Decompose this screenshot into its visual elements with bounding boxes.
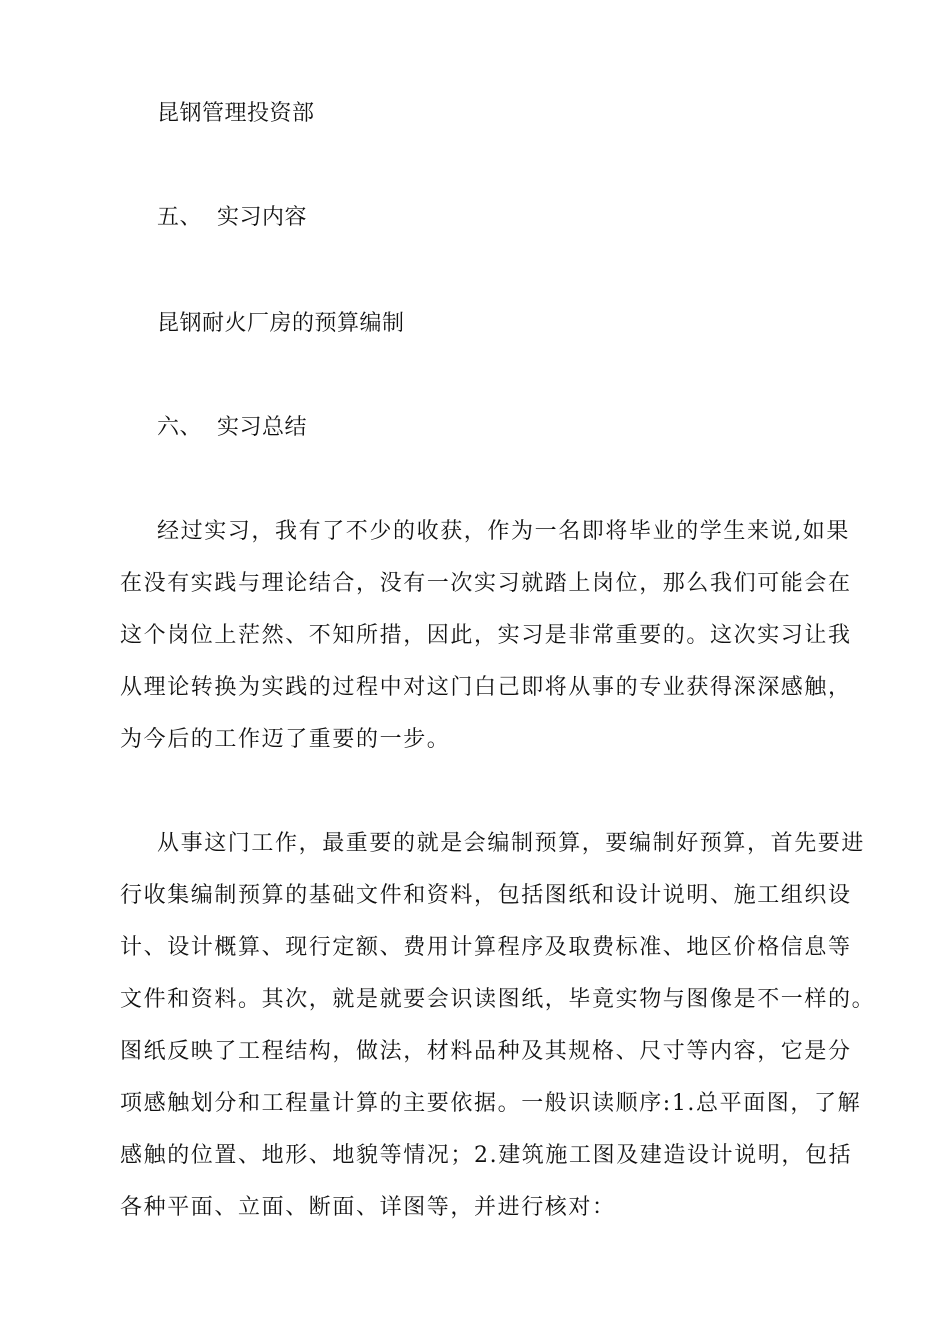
paragraph-line: 从理论转换为实践的过程中对这门白己即将从事的专业获得深深感触， — [120, 675, 852, 700]
section-heading-5 — [157, 203, 307, 233]
section-number: 六、 — [157, 415, 203, 440]
paragraph-line: 这个岗位上茫然、不知所措，因此，实习是非常重要的。这次实习让我 — [120, 623, 852, 648]
paragraph-line: 经过实习，我有了不少的收获，作为一名即将毕业的学生来说,如果 — [157, 519, 850, 544]
paragraph-line: 计、设计概算、现行定额、费用计算程序及取费标准、地区价格信息等 — [120, 935, 852, 960]
department-line: 昆钢管理投资部 — [157, 101, 315, 126]
paragraph-line: 感触的位置、地形、地貌等情况；2.建筑施工图及建造设计说明，包括 — [120, 1143, 853, 1168]
paragraph-line: 文件和资料。其次，就是就要会识读图纸，毕竟实物与图像是不一样的。 — [120, 987, 876, 1012]
section-number: 五、 — [157, 205, 203, 230]
paragraph-line: 各种平面、立面、断面、详图等，并进行核对： — [120, 1195, 616, 1220]
paragraph-line: 项感触划分和工程量计算的主要依据。一般识读顺序:1.总平面图，了解 — [120, 1091, 862, 1116]
section-title: 实习内容 — [217, 205, 308, 230]
paragraph-line: 为今后的工作迈了重要的一步。 — [120, 727, 451, 752]
section-title: 实习总结 — [217, 415, 308, 440]
paragraph-line: 图纸反映了工程结构，做法，材料品种及其规格、尺寸等内容，它是分 — [120, 1039, 852, 1064]
section-heading-6 — [157, 413, 307, 443]
paragraph-line: 在没有实践与理论结合，没有一次实习就踏上岗位，那么我们可能会在 — [120, 571, 852, 596]
paragraph-line: 行收集编制预算的基础文件和资料，包括图纸和设计说明、施工组织设 — [120, 883, 852, 908]
project-line: 昆钢耐火厂房的预算编制 — [157, 311, 405, 336]
paragraph-line: 从事这门工作，最重要的就是会编制预算，要编制好预算，首先要进 — [157, 831, 866, 856]
